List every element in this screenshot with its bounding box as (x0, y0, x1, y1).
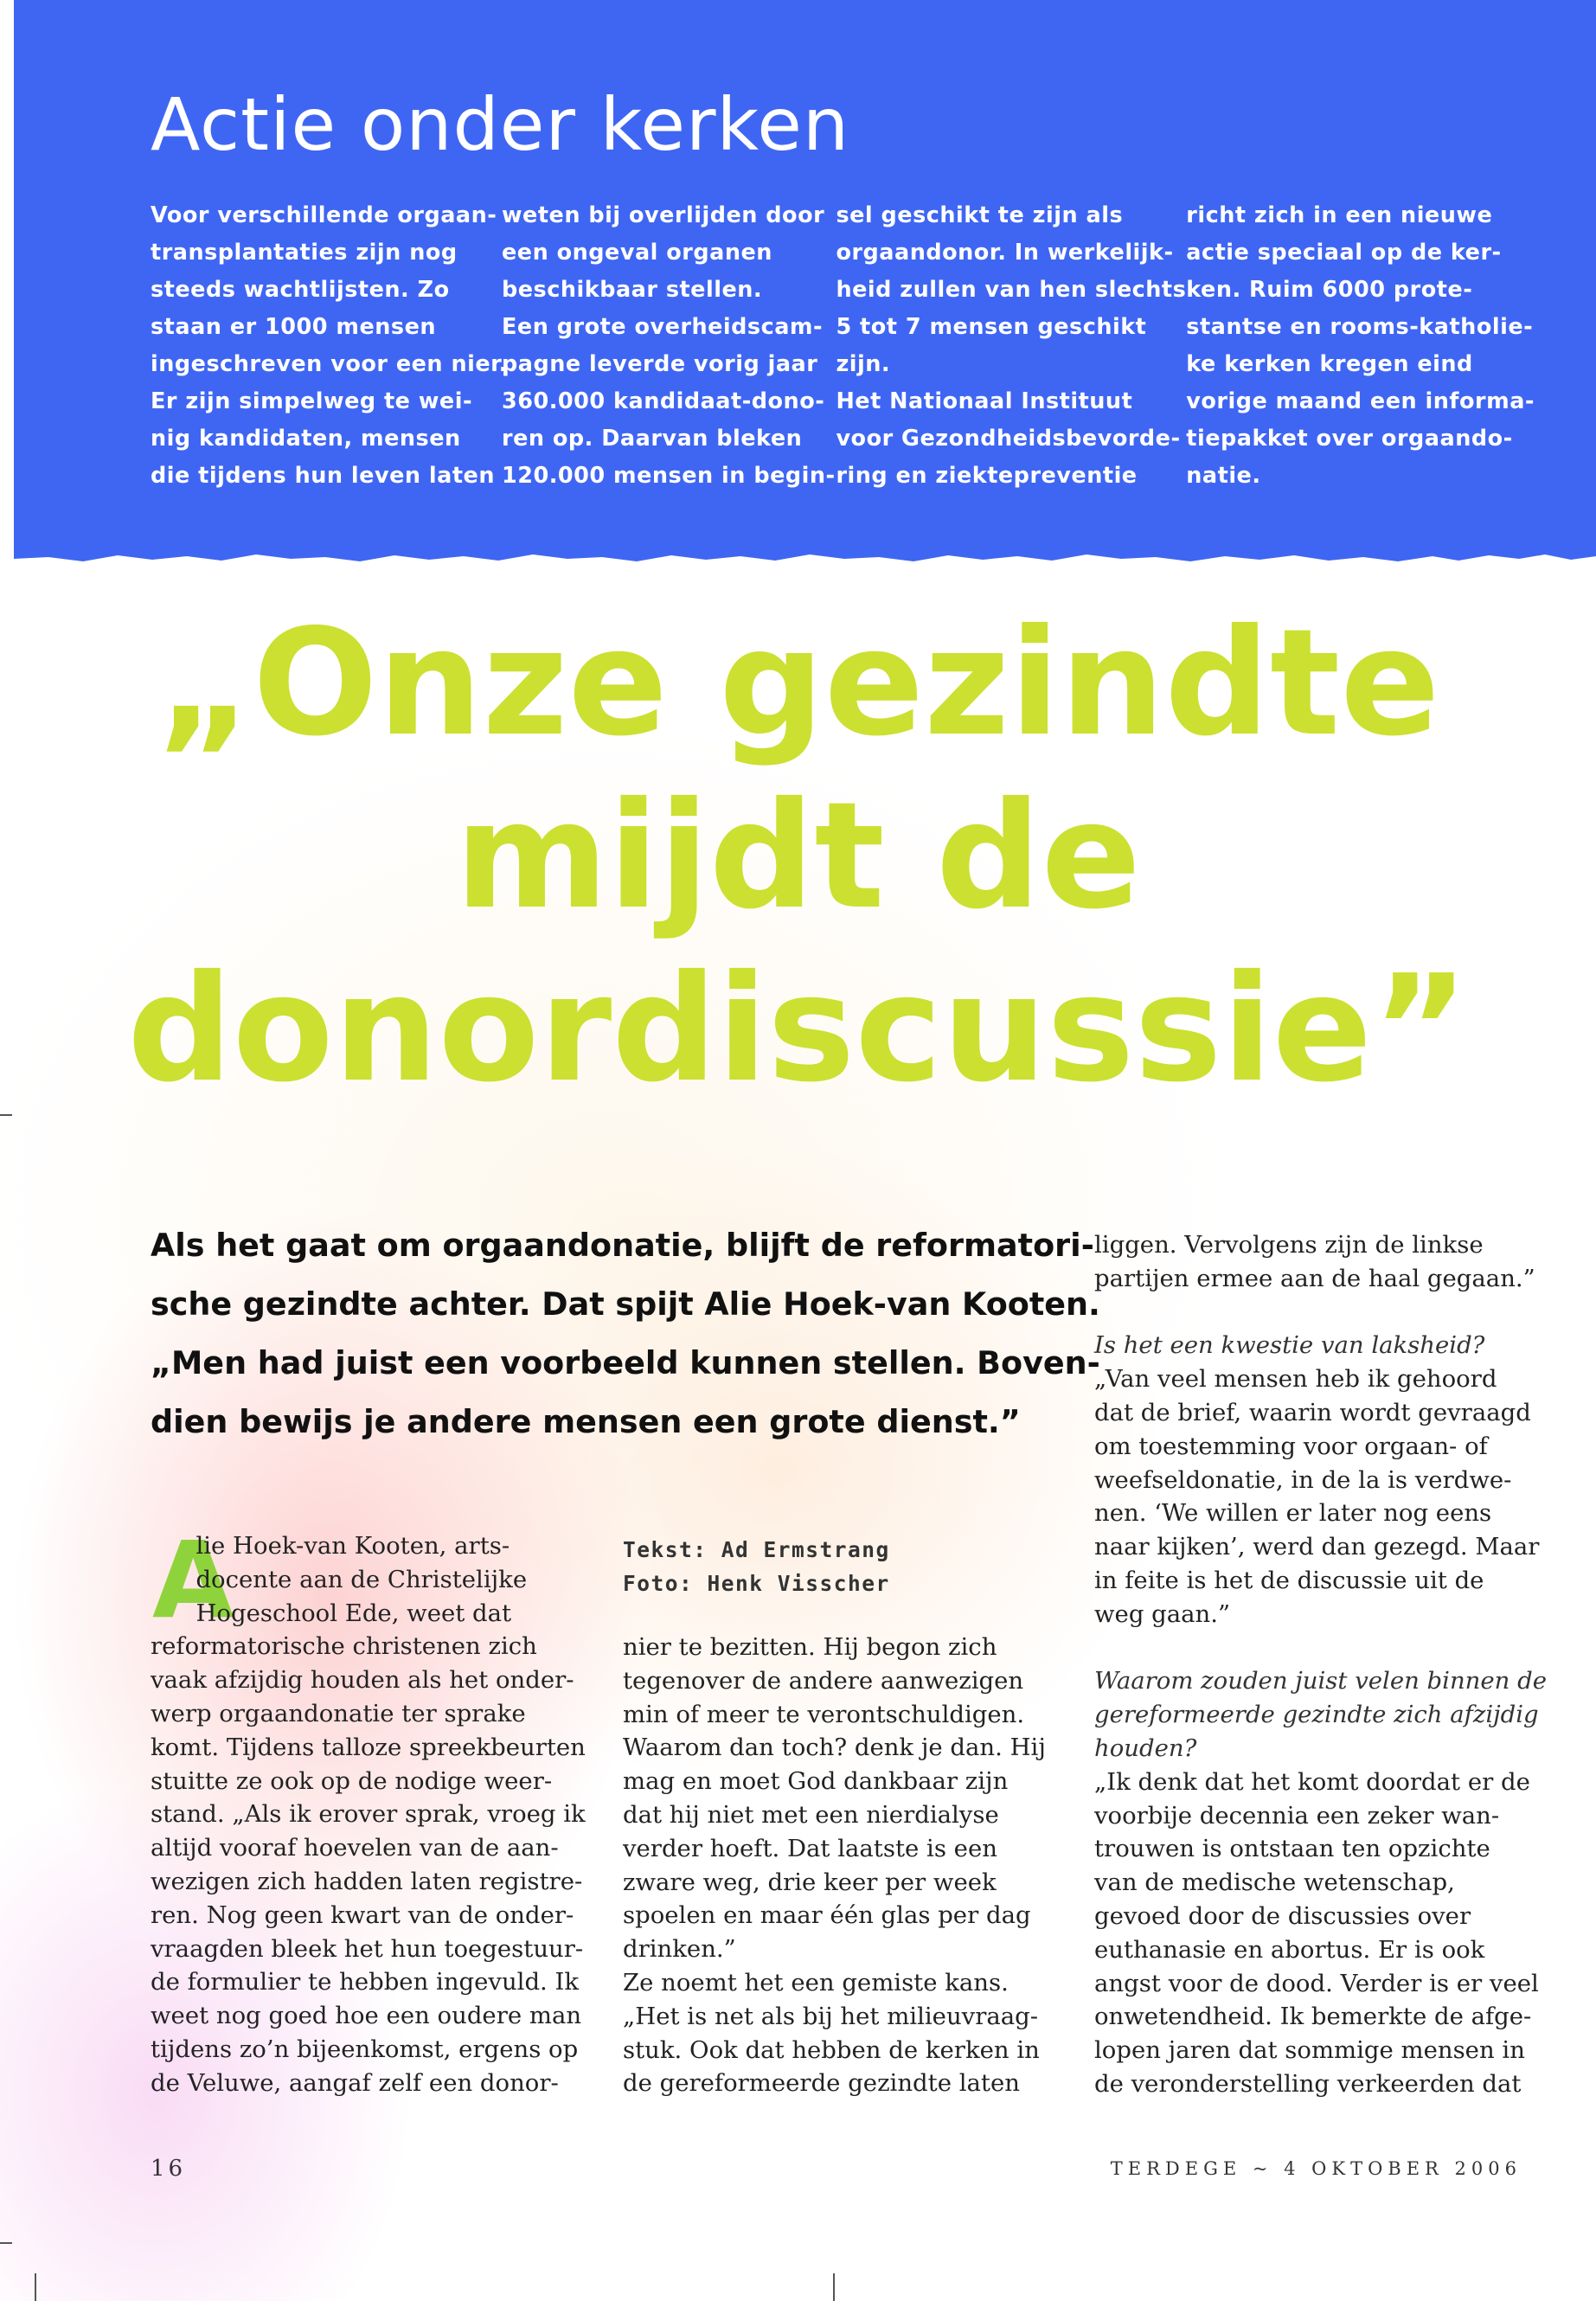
torn-paper-edge (14, 532, 1596, 571)
headline-line-1: „Onze gezindte (156, 598, 1440, 769)
page-number: 16 (151, 2156, 187, 2182)
interview-question-1: Is het een kwestie van laksheid? (1094, 1331, 1485, 1360)
body-column-3 (1094, 1228, 1547, 2101)
headline (0, 597, 1596, 1116)
headline-line-3: donordiscussie” (127, 944, 1469, 1115)
sidebar-text (151, 197, 1535, 495)
body-column-3-paragraph-2: „Van veel mensen heb ik gehoord dat de brief, waarin wordt gevraagd om toestemming voor orgaan- of weefseldonatie, in de la is verdwe- nen. ‘We willen er later nog eens naar kijken’, werd dan gezegd. Maar in feite is het de discussie uit de weg gaan.” (1094, 1365, 1540, 1628)
publication-info: TERDEGE ~ 4 OKTOBER 2006 (1110, 2158, 1522, 2179)
crop-mark (35, 2273, 36, 2301)
article-credits (623, 1533, 890, 1600)
headline-line-2: mijdt de (455, 771, 1141, 942)
body-column-1: lie Hoek-van Kooten, arts- docente aan de Christelijke Hogeschool Ede, weet dat reformatorische christenen zich vaak afzijdig houden als het onder- werp orgaandonatie ter sprake komt. Tijdens talloze spreekbeurten stuitte ze ook op de nodige weer- stand. „Als ik erover sprak, vroeg ik altijd vooraf hoevelen van de aan- wezigen zich hadden laten registre- ren. Nog geen kwart van de onder- vraagden bleek het hun toegestuur- de formulier te hebben ingevuld. Ik weet nog goed hoe een oudere man tijdens zo’n bijeenkomst, ergens op de Veluwe, aangaf zelf een donor- (151, 1532, 586, 2097)
body-column-2: nier te bezitten. Hij begon zich tegenover de andere aanwezigen min of meer te verontschuldigen. Waarom dan toch? denk je dan. Hij mag en moet God dankbaar zijn dat hij niet met een nierdialyse verder hoeft. Dat laatste is een zware weg, drie keer per week spoelen en maar één glas per dag drinken.” Ze noemt het een gemiste kans. „Het is net als bij het milieuvraag- stuk. Ook dat hebben de kerken in de gereformeerde gezindte laten (623, 1633, 1046, 2098)
text-credit: Tekst: Ad Ermstrang (623, 1537, 890, 1562)
sidebar-column-1: Voor verschillende orgaan- transplantaties zijn nog steeds wachtlijsten. Zo staan er 1000 mensen ingeschreven voor een nier. Er zijn simpelweg te wei- nig kandidaten, mensen die tijdens hun leven laten (151, 202, 508, 489)
body-column-3-paragraph-1: liggen. Vervolgens zijn de linkse partijen ermee aan de haal gegaan.” (1094, 1231, 1535, 1292)
sidebar-column-3: sel geschikt te zijn als orgaandonor. In werkelijk- heid zullen van hen slechts 5 tot 7 mensen geschikt zijn. Het Nationaal Instituut voor Gezondheidsbevorde- ring en ziektepreventie (836, 202, 1187, 489)
lead-paragraph: Als het gaat om orgaandonatie, blijft de reformatori- sche gezindte achter. Dat spijt Alie Hoek-van „Men had juist een voorbeeld kunnen stellen. dien bewijs je andere mensen een grote dienst.” (151, 1227, 1094, 1440)
interview-question-2: Waarom zouden juist velen binnen de gereformeerde gezindte zich afzijdig houden? (1094, 1667, 1547, 1762)
crop-mark (0, 2242, 12, 2244)
crop-mark (0, 1114, 12, 1116)
body-column-3-paragraph-3: „Ik denk dat het komt doordat er de voorbije decennia een zeker wan- trouwen is ontstaan ten opzichte van de medische wetenschap, gevoed door de discussies over euthanasie en abortus. Er is ook angst voor de dood. Verder is er veel onwetendheid. Ik bemerkte de afge- lopen jaren dat sommige mensen in de veronderstelling verkeerden dat (1094, 1767, 1539, 2098)
crop-mark (833, 2273, 835, 2301)
drop-cap: A (152, 1519, 234, 1642)
sidebar-column-2: weten bij overlijden door een ongeval organen beschikbaar stellen. Een grote overheidscam- pagne leverde vorig jaar 360.000 kandidaat-dono- ren op. Daarvan bleken 120.000 mensen in begin- (502, 202, 836, 489)
sidebar-title: Actie onder kerken (151, 82, 850, 167)
sidebar-column-4: richt zich in een nieuwe actie speciaal op de ker- ken. Ruim 6000 prote- stantse en rooms-katholie- ke kerken kregen eind vorige maand een informa- tiepakket over orgaando- natie. (1186, 202, 1535, 489)
photo-credit: Foto: Henk Visscher (623, 1571, 890, 1596)
